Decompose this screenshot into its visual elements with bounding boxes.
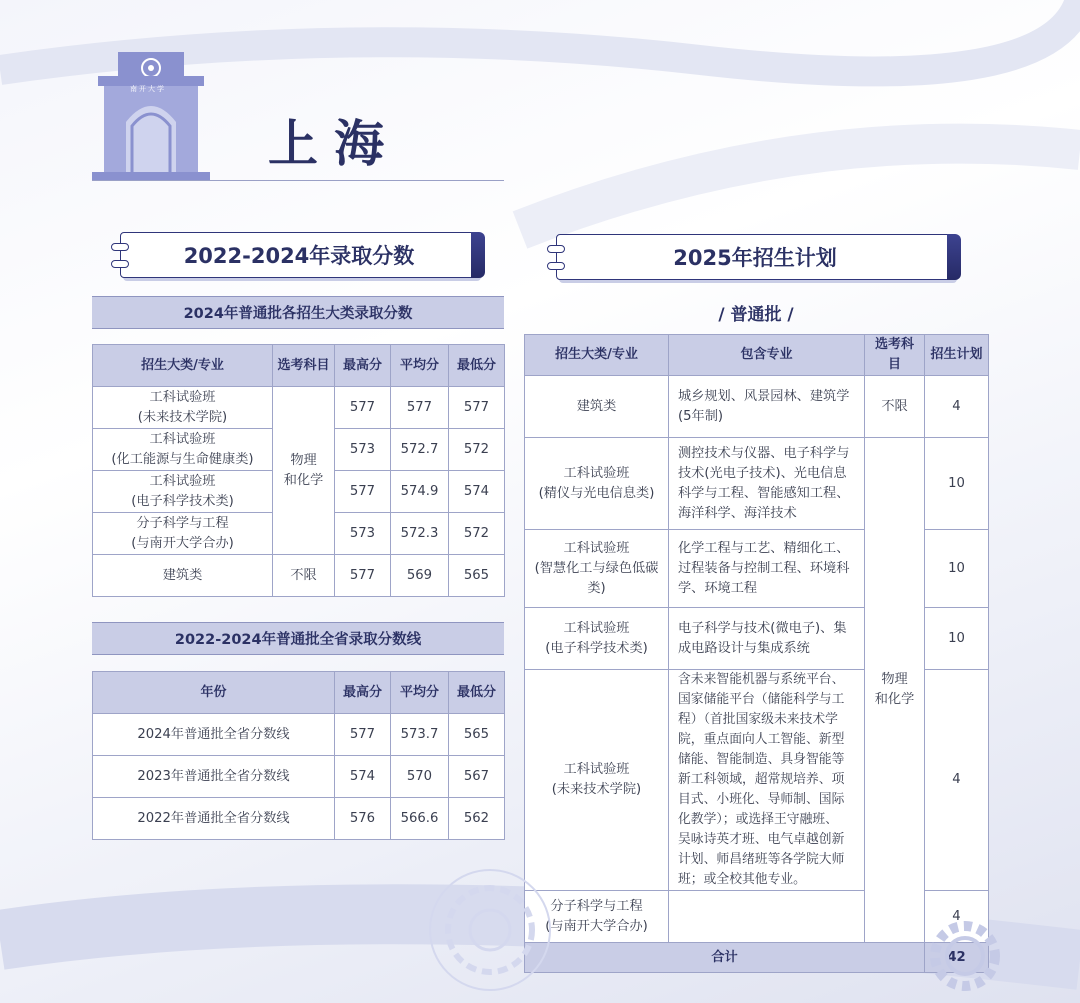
row-category: 建筑类 (525, 376, 669, 438)
row-avg: 573.7 (391, 714, 449, 756)
row-subject: 不限 (273, 555, 335, 597)
row-min: 577 (449, 387, 505, 429)
row-subject: 不限 (865, 376, 925, 438)
col-header-max: 最高分 (335, 345, 391, 387)
section-banner-scores-label: 2022-2024年录取分数 (183, 244, 415, 268)
row-max: 576 (335, 798, 391, 840)
banner-tab (947, 234, 961, 280)
row-avg: 577 (391, 387, 449, 429)
col-header-avg: 平均分 (391, 345, 449, 387)
table-row (93, 555, 505, 597)
row-plan: 4 (925, 670, 989, 891)
col-header-subject: 选考科目 (865, 335, 925, 376)
row-min: 572 (449, 513, 505, 555)
row-plan: 10 (925, 530, 989, 608)
row-max: 574 (335, 756, 391, 798)
total-value: 42 (925, 943, 989, 973)
table2-title: 2022-2024年普通批全省录取分数线 (92, 622, 504, 655)
section-banner-plan (556, 234, 954, 280)
row-category: 分子科学与工程 (与南开大学合办) (525, 891, 669, 943)
row-plan: 10 (925, 608, 989, 670)
row-max: 577 (335, 714, 391, 756)
row-min: 565 (449, 555, 505, 597)
binder-ring-icon (111, 260, 129, 268)
row-plan: 10 (925, 438, 989, 530)
row-min: 572 (449, 429, 505, 471)
title-divider (92, 180, 504, 181)
row-min: 574 (449, 471, 505, 513)
row-majors: 测控技术与仪器、电子科学与 技术(光电子技术)、光电信息 科学与工程、智能感知工程、 海洋科学、海洋技术 (669, 438, 865, 530)
row-year: 2023年普通批全省分数线 (93, 756, 335, 798)
row-majors (669, 891, 865, 943)
circuit-watermark-icon (420, 860, 560, 1000)
scores-2024-table (92, 344, 505, 597)
table-row (93, 756, 505, 798)
binder-ring-icon (547, 262, 565, 270)
col-header-subject: 选考科目 (273, 345, 335, 387)
row-year: 2024年普通批全省分数线 (93, 714, 335, 756)
col-header-category: 招生大类/专业 (93, 345, 273, 387)
table-row (93, 714, 505, 756)
row-max: 577 (335, 471, 391, 513)
col-header-majors: 包含专业 (669, 335, 865, 376)
batch-label: / 普通批 / (718, 305, 794, 325)
row-avg: 572.3 (391, 513, 449, 555)
binder-ring-icon (111, 243, 129, 251)
row-year: 2022年普通批全省分数线 (93, 798, 335, 840)
row-avg: 570 (391, 756, 449, 798)
row-avg: 574.9 (391, 471, 449, 513)
row-avg: 566.6 (391, 798, 449, 840)
row-plan: 4 (925, 891, 989, 943)
table-row (93, 798, 505, 840)
col-header-avg: 平均分 (391, 672, 449, 714)
row-subject: 物理 和化学 (865, 438, 925, 943)
row-plan: 4 (925, 376, 989, 438)
row-max: 577 (335, 387, 391, 429)
row-category: 工科试验班 (未来技术学院) (525, 670, 669, 891)
row-avg: 572.7 (391, 429, 449, 471)
col-header-max: 最高分 (335, 672, 391, 714)
row-max: 573 (335, 429, 391, 471)
col-header-category: 招生大类/专业 (525, 335, 669, 376)
section-banner-plan-label: 2025年招生计划 (673, 246, 837, 270)
table-row (525, 438, 989, 530)
total-row (525, 943, 989, 973)
row-category: 建筑类 (93, 555, 273, 597)
gear-icon (920, 911, 1010, 1001)
section-banner-scores (120, 232, 478, 278)
col-header-min: 最低分 (449, 345, 505, 387)
row-majors: 化学工程与工艺、精细化工、 过程装备与控制工程、环境科 学、环境工程 (669, 530, 865, 608)
banner-tab (471, 232, 485, 278)
table1-title: 2024年普通批各招生大类录取分数 (92, 296, 504, 329)
table-row (525, 376, 989, 438)
row-majors: 城乡规划、风景园林、建筑学 (5年制) (669, 376, 865, 438)
row-min: 562 (449, 798, 505, 840)
row-min: 567 (449, 756, 505, 798)
row-max: 573 (335, 513, 391, 555)
col-header-year: 年份 (93, 672, 335, 714)
row-category: 工科试验班 (智慧化工与绿色低碳类) (525, 530, 669, 608)
row-category: 分子科学与工程 (与南开大学合办) (93, 513, 273, 555)
plan-2025-table (524, 334, 989, 973)
row-category: 工科试验班 (电子科学技术类) (93, 471, 273, 513)
row-category: 工科试验班 (电子科学技术类) (525, 608, 669, 670)
row-category: 工科试验班 (化工能源与生命健康类) (93, 429, 273, 471)
province-lines-table (92, 671, 505, 840)
row-min: 565 (449, 714, 505, 756)
col-header-plan: 招生计划 (925, 335, 989, 376)
binder-ring-icon (547, 245, 565, 253)
row-category: 工科试验班 (未来技术学院) (93, 387, 273, 429)
table-row (93, 387, 505, 429)
page-title: 上海 (268, 115, 400, 173)
row-majors: 电子科学与技术(微电子)、集 成电路设计与集成系统 (669, 608, 865, 670)
row-subject: 物理 和化学 (273, 387, 335, 555)
gate-caption: 南开大学 (130, 85, 166, 93)
row-max: 577 (335, 555, 391, 597)
col-header-min: 最低分 (449, 672, 505, 714)
row-avg: 569 (391, 555, 449, 597)
total-label: 合计 (525, 943, 925, 973)
row-majors: 含未来智能机器与系统平台、 国家储能平台（储能科学与工 程）（首批国家级未来技术学 院，重点面向人工智能、新型 储能、智能制造、具身智能等 新工科领域，超常规培养、项 目式、小班化、导师制、国际 化教学）；或选择王守融班、 吴咏诗英才班、电气卓越创新 计划、师昌绪班等各学院大师 班；或全校其他专业。 (669, 670, 865, 891)
university-gate-icon (92, 50, 210, 182)
row-category: 工科试验班 (精仪与光电信息类) (525, 438, 669, 530)
